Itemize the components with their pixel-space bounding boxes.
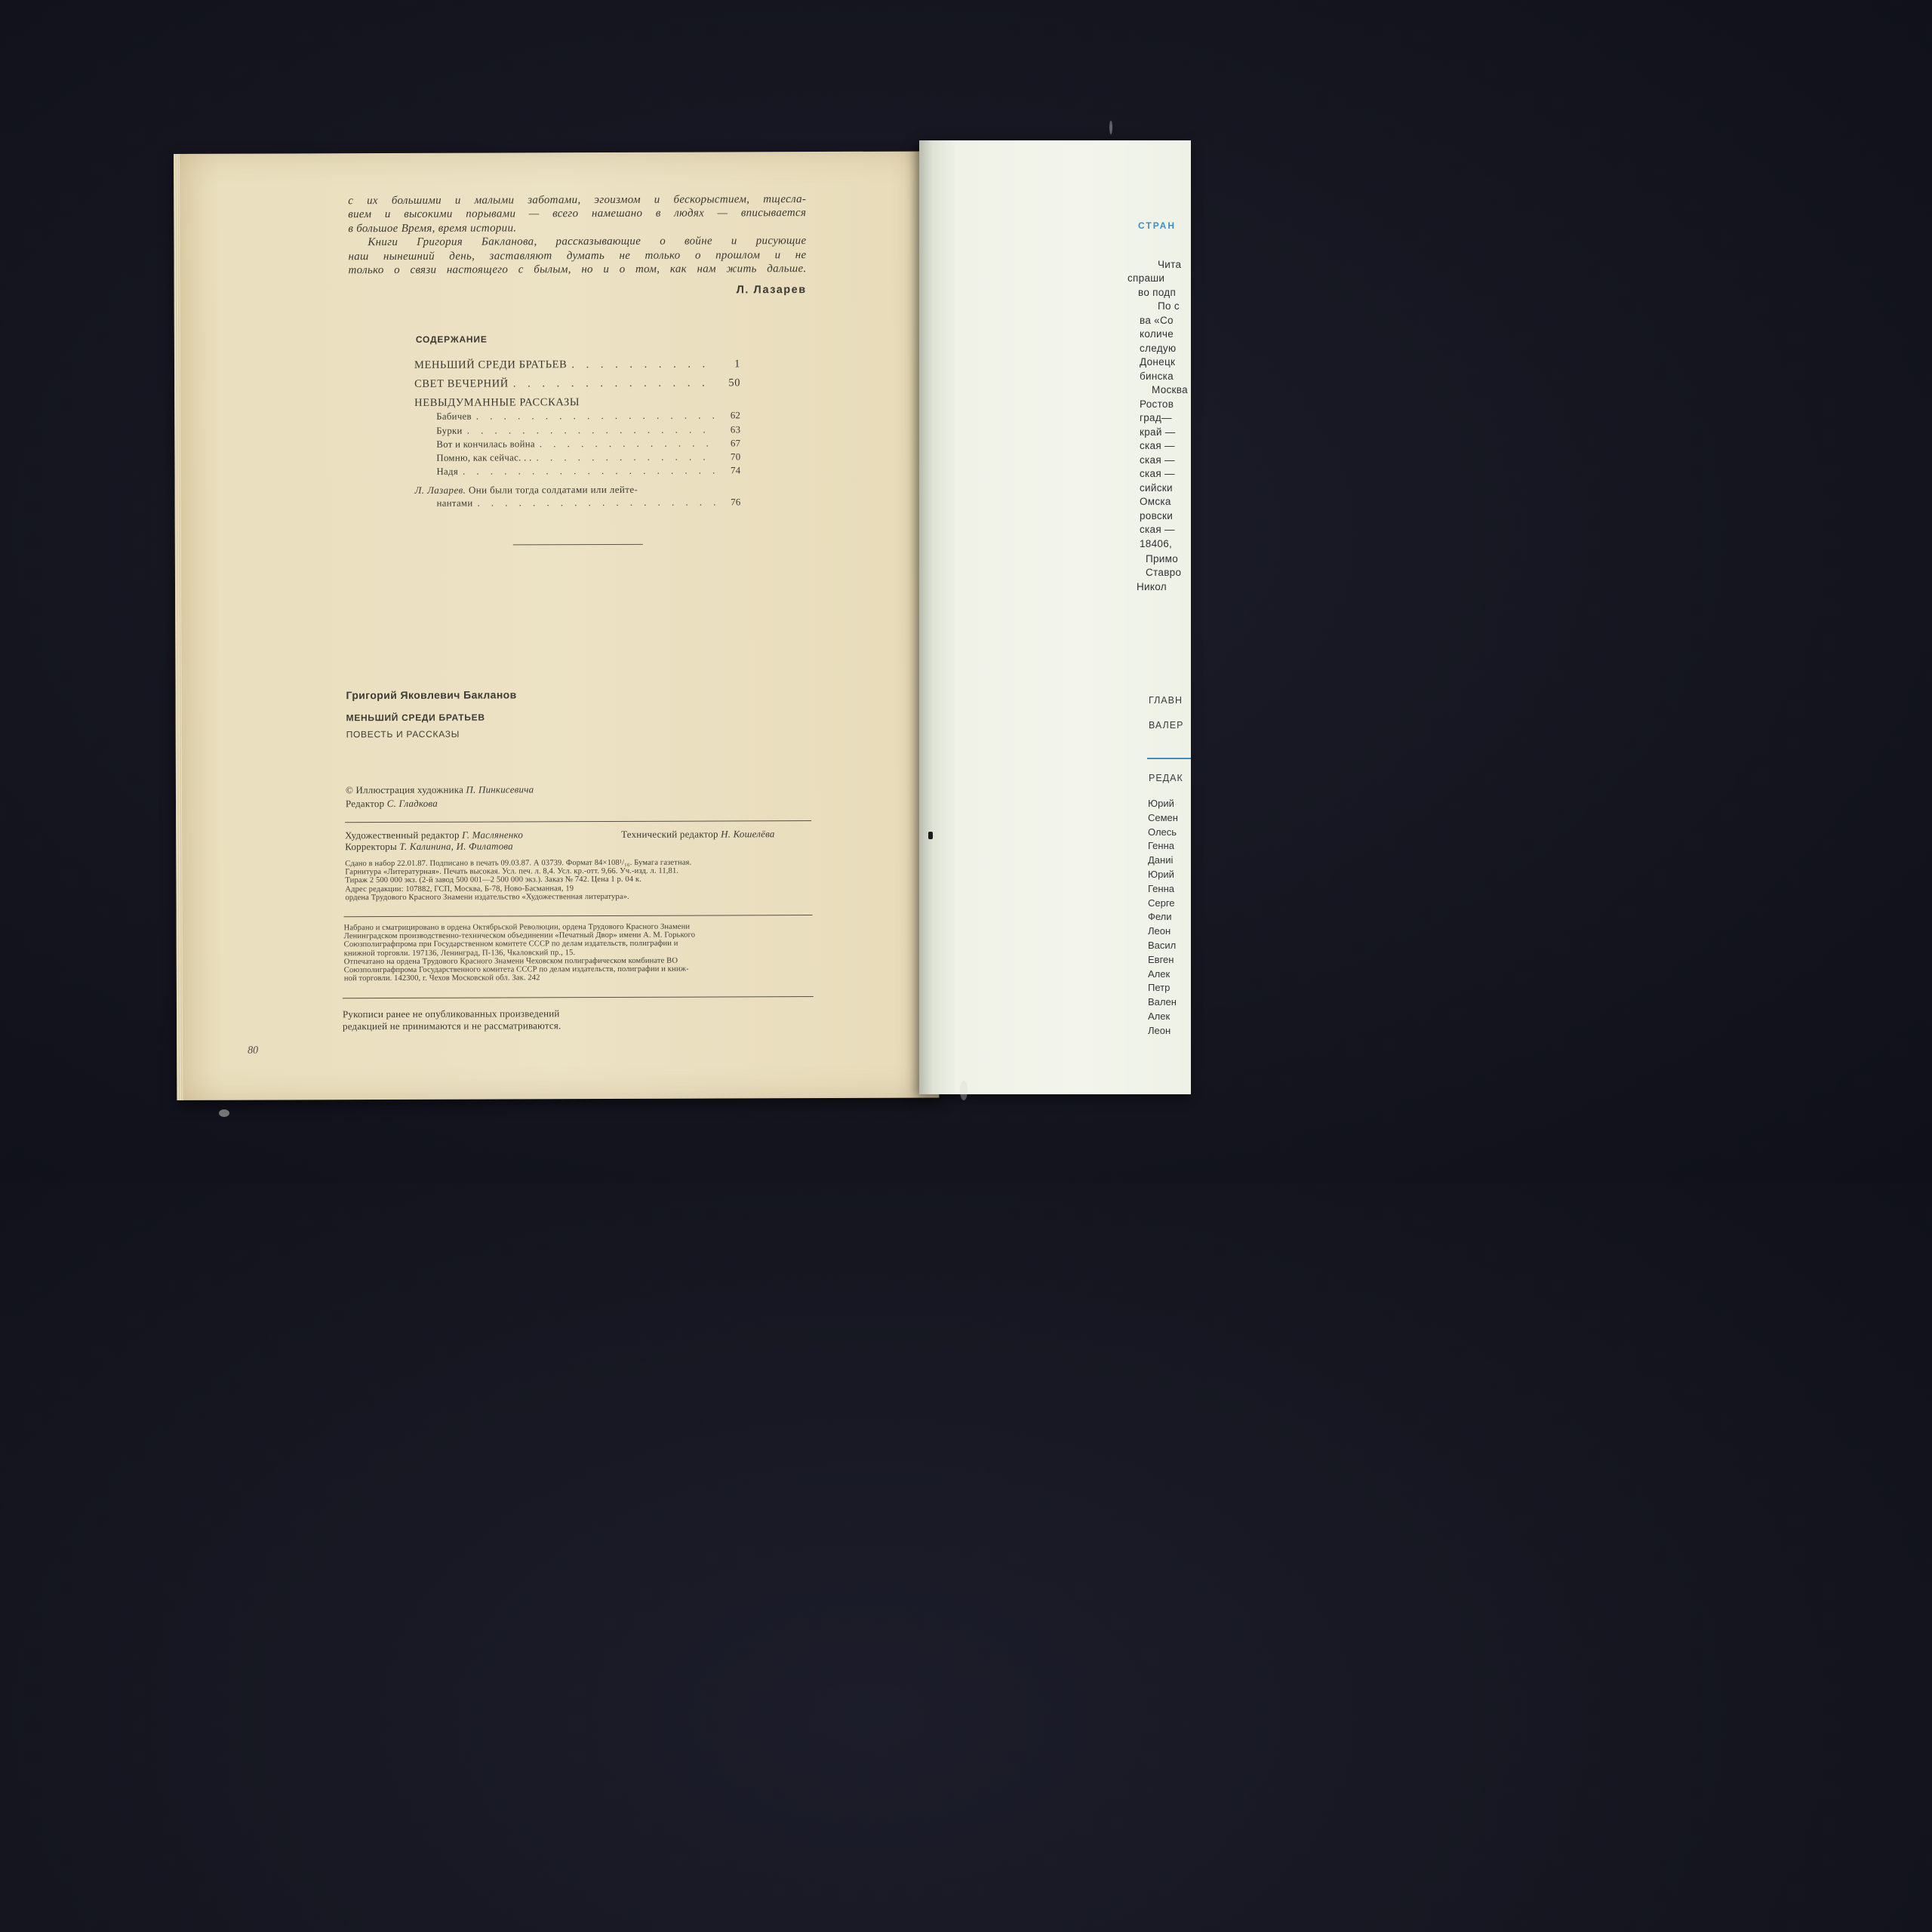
manuscripts-note <box>343 1008 561 1032</box>
left-page <box>174 151 939 1100</box>
tech-editor-prefix: Технический редактор <box>621 828 718 840</box>
toc-entry-title: МЕНЬШИЙ СРЕДИ БРАТЬЕВ <box>414 358 568 371</box>
section-divider <box>513 544 643 546</box>
toc-entry-title: Бабичев <box>436 411 472 422</box>
right-name-fragment: Даниі <box>1148 854 1174 866</box>
right-text-fragment: град— <box>1140 412 1172 423</box>
art-editor-name: Г. Масляненко <box>462 829 524 841</box>
right-caps-fragment: РЕДАК <box>1149 773 1183 783</box>
toc-entry-page: 63 <box>730 424 741 435</box>
afterword-line: вием и высокими порывами — всего намешано в людях — вписывается <box>348 207 807 221</box>
toc-entry-title: Надя <box>436 466 459 477</box>
publication-details <box>345 858 813 902</box>
toc-leader-dots <box>476 410 715 422</box>
toc-leader-dots <box>467 424 715 436</box>
proofreaders-names: Т. Калинина, И. Филатова <box>399 840 513 852</box>
right-text-fragment: край — <box>1140 426 1176 438</box>
editor-credit <box>346 798 438 810</box>
toc-entry-page: 74 <box>731 465 741 476</box>
right-name-fragment: Серге <box>1148 897 1175 909</box>
right-text-fragment: количе <box>1140 328 1174 340</box>
toc-entry-page: 76 <box>731 497 741 508</box>
toc-afterword-entry-line2 <box>437 497 741 509</box>
afterword-line: Книги Григория Бакланова, рассказывающие о войне и рисующие <box>368 235 807 249</box>
toc-entry-page: 67 <box>730 438 741 449</box>
right-name-fragment: Семен <box>1148 811 1178 823</box>
publication-detail-line: ордена Трудового Красного Знамени издательство «Художественная литература». <box>345 892 629 903</box>
right-text-fragment: сийски <box>1140 482 1173 494</box>
right-page <box>919 140 1191 1094</box>
illustration-credit <box>346 783 534 796</box>
manuscripts-note-line: Рукописи ранее не опубликованных произведений <box>342 1008 560 1020</box>
printing-detail-line: Союзполиграфпрома при Государственном комитете СССР по делам издательств, полиграфии и <box>343 940 678 949</box>
page-number: 80 <box>248 1044 259 1057</box>
art-editor-prefix: Художественный редактор <box>345 829 460 841</box>
right-accent-rule <box>1147 758 1191 759</box>
afterword-line: наш нынешний день, заставляют думать не только о прошлом и не <box>348 248 807 263</box>
right-name-fragment: Петр <box>1148 982 1171 994</box>
binding-mark <box>928 832 933 839</box>
right-page-heading: СТРАН <box>1138 220 1176 231</box>
printing-detail-line: Союзполиграфпрома Государственного комитета СССР по делам издательств, полиграфии и книж- <box>343 964 689 975</box>
printing-detail-line: книжной торговли. 197136, Ленинград, П-136, Чкаловский пр., 15. <box>343 948 576 958</box>
illustrator-name: П. Пинкисевича <box>466 783 534 795</box>
editor-prefix: Редактор <box>345 798 385 810</box>
right-name-fragment: Евген <box>1148 953 1174 965</box>
right-text-fragment: Никол <box>1137 581 1167 592</box>
manuscripts-note-line: редакцией не принимаются и не рассматриваются. <box>343 1019 561 1032</box>
printing-detail-line: ной торговли. 142300, г. Чехов Московской обл. Зак. 242 <box>343 974 540 983</box>
right-name-fragment: Алек <box>1148 968 1171 980</box>
toc-leader-dots <box>477 497 715 509</box>
toc-sub-entry <box>436 465 740 477</box>
afterword-line: только о связи настоящего с былым, но и о том, как нам жить дальше. <box>348 263 807 277</box>
right-text-fragment: Москва <box>1152 384 1188 395</box>
right-name-fragment: Олесь <box>1148 826 1177 838</box>
right-name-fragment: Леон <box>1148 925 1171 937</box>
toc-afterword-author: Л. Лазарев. <box>414 484 466 496</box>
toc-entry <box>414 358 740 372</box>
imprint-rule <box>343 996 814 998</box>
right-name-fragment: Генна <box>1148 840 1174 852</box>
right-name-fragment: Алек <box>1148 1010 1171 1022</box>
dust-speck <box>219 1109 229 1117</box>
toc-afterword-entry-line1 <box>415 484 638 497</box>
toc-leader-dots <box>463 465 715 477</box>
right-text-fragment: ская — <box>1140 454 1175 466</box>
publication-detail-line: Адрес редакции: 107882, ГСП, Москва, Б-78, Ново-Басманная, 19 <box>345 884 574 894</box>
right-name-fragment: Вален <box>1148 996 1177 1008</box>
imprint-rule <box>344 915 813 917</box>
toc-entry-title: СВЕТ ВЕЧЕРНИЙ <box>414 377 509 390</box>
toc-entry-page: 62 <box>730 410 741 421</box>
toc-entry-title: Бурки <box>436 425 463 436</box>
right-text-fragment: Чита <box>1158 259 1182 270</box>
printing-detail-line: Ленинградском производственно-техническом объединении «Печатный Двор» имени А. М. Горького <box>343 931 696 941</box>
right-name-fragment: Генна <box>1148 882 1174 894</box>
afterword-line: в большое Время, время истории. <box>348 222 517 235</box>
right-name-fragment: Юрий <box>1148 798 1174 809</box>
publication-detail-line: Тираж 2 500 000 экз. (2-й завод 500 001—2 500 000 экз.). Заказ № 742. Цена 1 р. 04 к. <box>345 875 641 885</box>
toc-entry-page: 1 <box>734 358 741 371</box>
afterword-signature: Л. Лазарев <box>736 284 807 297</box>
toc-sub-entry <box>436 438 740 450</box>
toc-entry-title: Помню, как сейчас. . . <box>436 452 532 463</box>
right-text-fragment: ва «Со <box>1140 315 1174 326</box>
proofreaders-credit <box>345 840 513 853</box>
printing-detail-line: Набрано и сматрицировано в ордена Октябрьской Революции, ордена Трудового Красного Знамени <box>343 922 691 933</box>
illustration-prefix: © Иллюстрация художника <box>345 783 464 796</box>
book-title: МЕНЬШИЙ СРЕДИ БРАТЬЕВ <box>346 712 485 724</box>
toc-entry <box>414 377 740 391</box>
right-text-fragment: ская — <box>1140 524 1175 535</box>
right-text-fragment: ровски <box>1140 510 1174 521</box>
right-name-fragment: Леон <box>1148 1024 1171 1036</box>
right-text-fragment: бинска <box>1140 371 1174 382</box>
toc-sub-entry <box>436 451 740 463</box>
toc-entry-title: Вот и кончилась война <box>436 438 535 450</box>
dust-speck <box>960 1081 968 1100</box>
right-name-fragment: Юрий <box>1148 868 1174 880</box>
printing-detail-line: Отпечатано на ордена Трудового Красного Знамени Чеховском полиграфическом комбинате ВО <box>343 956 678 967</box>
contents-heading: СОДЕРЖАНИЕ <box>415 334 488 345</box>
toc-leader-dots <box>537 451 715 463</box>
right-text-fragment: ская — <box>1140 440 1175 451</box>
publication-detail-line: Сдано в набор 22.01.87. Подписано в печать 09.03.87. А 03739. Формат 84×108¹/₁₆. Бумага газетная. <box>345 858 692 869</box>
toc-entry-page: 50 <box>728 377 741 389</box>
right-caps-fragment: ГЛАВН <box>1149 695 1183 706</box>
toc-section-heading <box>414 395 740 410</box>
right-text-fragment: Донецк <box>1140 356 1176 368</box>
right-text-fragment: 18406, <box>1140 538 1173 549</box>
right-name-fragment: Фели <box>1148 911 1172 923</box>
toc-entry-title: нантами <box>436 497 473 509</box>
right-text-fragment: Ставро <box>1146 567 1182 578</box>
toc-leader-dots <box>540 438 715 450</box>
toc-leader-dots <box>513 377 715 390</box>
book-subtitle: ПОВЕСТЬ И РАССКАЗЫ <box>346 728 460 740</box>
right-text-fragment: спраши <box>1128 272 1165 284</box>
tech-editor-credit <box>621 828 774 841</box>
afterword-text <box>348 192 806 278</box>
imprint-rule <box>345 820 811 823</box>
toc-entry-page: 70 <box>730 451 741 463</box>
toc-sub-entry <box>436 410 740 422</box>
dust-speck <box>1109 121 1112 134</box>
right-text-fragment: во подп <box>1138 287 1177 298</box>
right-caps-fragment: ВАЛЕР <box>1149 720 1184 731</box>
toc-entry-title: НЕВЫДУМАННЫЕ РАССКАЗЫ <box>414 396 580 409</box>
printing-details <box>344 922 814 983</box>
publication-detail-line: Гарнитура «Литературная». Печать высокая. Усл. печ. л. 8,4. Усл. кр.-отт. 9,66. Уч.-изд. л. 11,81. <box>345 866 679 877</box>
afterword-line: с их большими и малыми заботами, эгоизмом и бескорыстием, тщесла- <box>348 193 807 208</box>
right-name-list <box>1148 797 1178 1038</box>
right-text-fragment: следую <box>1140 343 1177 354</box>
toc-leader-dots <box>571 358 715 371</box>
right-text-fragment: Ростов <box>1140 398 1174 410</box>
toc-afterword-title: Они были тогда солдатами или лейте- <box>468 483 638 496</box>
right-text-fragment: Омска <box>1140 496 1171 507</box>
right-name-fragment: Васил <box>1148 939 1177 951</box>
right-text-fragment: ская — <box>1140 468 1175 479</box>
right-text-fragment: По с <box>1158 300 1180 312</box>
right-text-fragment: Примо <box>1146 553 1179 565</box>
toc-sub-entry <box>436 424 740 436</box>
editor-name: С. Гладкова <box>386 797 438 810</box>
book-author: Григорий Яковлевич Бакланов <box>346 688 517 702</box>
tech-editor-name: Н. Кошелёва <box>721 828 775 840</box>
proofreaders-prefix: Корректоры <box>345 840 397 853</box>
